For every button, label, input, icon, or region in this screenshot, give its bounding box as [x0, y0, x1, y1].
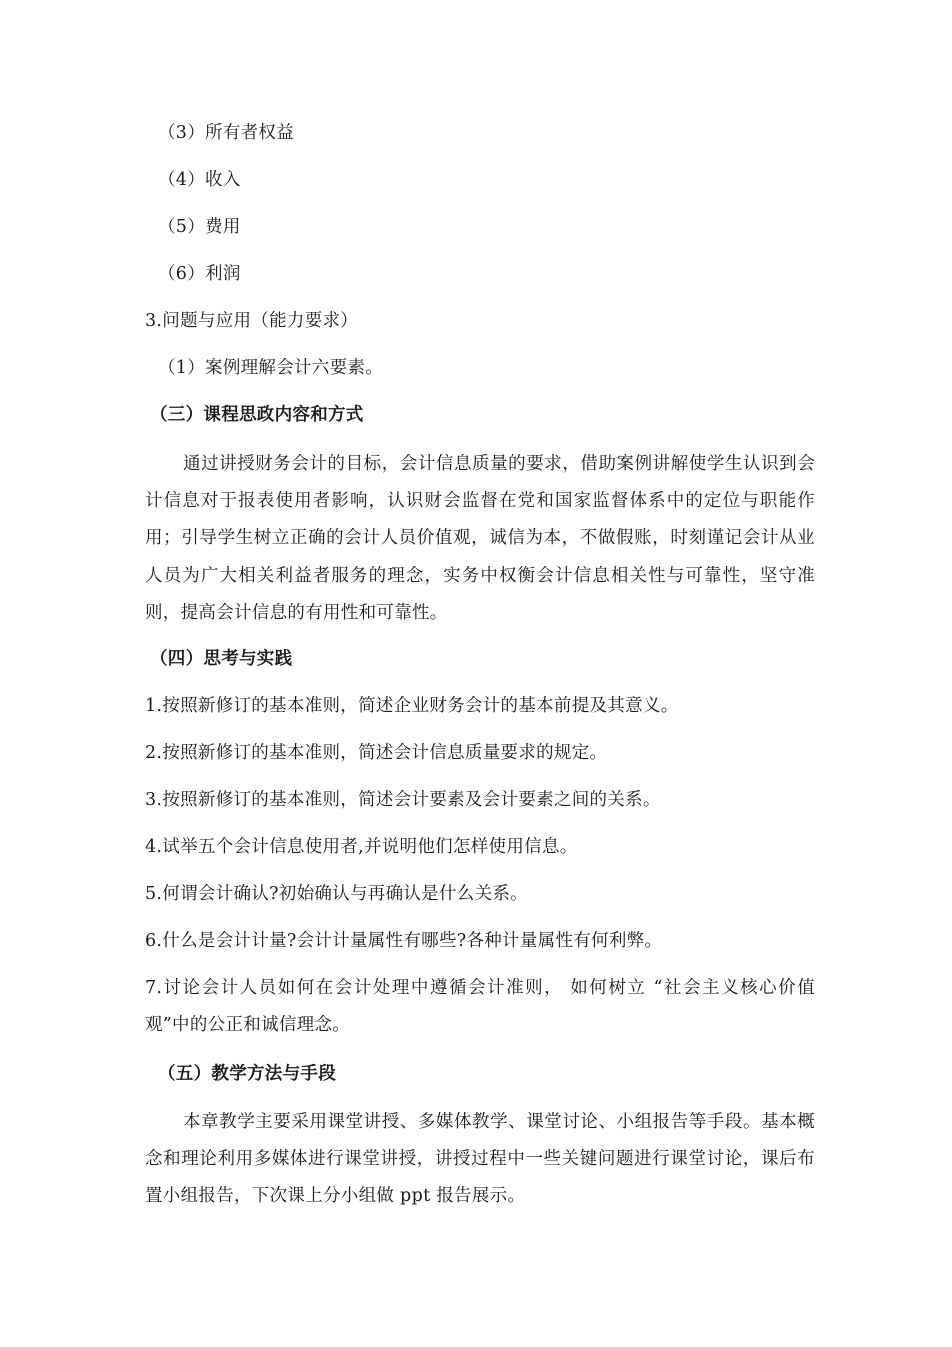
ability-title: 3.问题与应用（能力要求）: [145, 311, 359, 331]
practice-question-6: 6.什么是会计计量?会计计量属性有哪些?各种计量属性有何利弊。: [145, 931, 663, 951]
practice-question-5: 5.何谓会计确认?初始确认与再确认是什么关系。: [145, 884, 528, 904]
list-item-expenses: （5）费用: [158, 217, 241, 237]
section-heading-ideology: （三）课程思政内容和方式: [150, 405, 364, 425]
practice-question-7: 7.讨论会计人员如何在会计处理中遵循会计准则， 如何树立 “社会主义核心价值观”中的公正和诚信理念。: [145, 978, 815, 1036]
section-heading-practice: （四）思考与实践: [150, 649, 293, 669]
practice-question-2: 2.按照新修订的基本准则，简述会计信息质量要求的规定。: [145, 743, 608, 763]
list-item-profit: （6）利润: [158, 264, 241, 284]
methods-paragraph: 本章教学主要采用课堂讲授、多媒体教学、课堂讨论、小组报告等手段。基本概念和理论利用多媒体进行课堂讲授，讲授过程中一些关键问题进行课堂讨论，课后布置小组报告，下次课上分小组做 ppt 报告展示。: [145, 1112, 815, 1207]
practice-question-1: 1.按照新修订的基本准则，简述企业财务会计的基本前提及其意义。: [145, 696, 679, 716]
ability-item: （1）案例理解会计六要素。: [158, 358, 384, 378]
ideology-paragraph: 通过讲授财务会计的目标，会计信息质量的要求，借助案例讲解使学生认识到会计信息对于报表使用者影响，认识财会监督在党和国家监督体系中的定位与职能作用；引导学生树立正确的会计人员价值观，诚信为本，不做假账，时刻谨记会计从业人员为广大相关利益者服务的理念，实务中权衡会计信息相关性与可靠性，坚守准则，提高会计信息的有用性和可靠性。: [145, 454, 815, 623]
practice-question-4: 4.试举五个会计信息使用者,并说明他们怎样使用信息。: [145, 837, 578, 857]
list-item-owners-equity: （3）所有者权益: [158, 123, 295, 143]
practice-question-3: 3.按照新修订的基本准则，简述会计要素及会计要素之间的关系。: [145, 790, 661, 810]
section-heading-methods: （五）教学方法与手段: [158, 1064, 336, 1084]
list-item-income: （4）收入: [158, 170, 241, 190]
